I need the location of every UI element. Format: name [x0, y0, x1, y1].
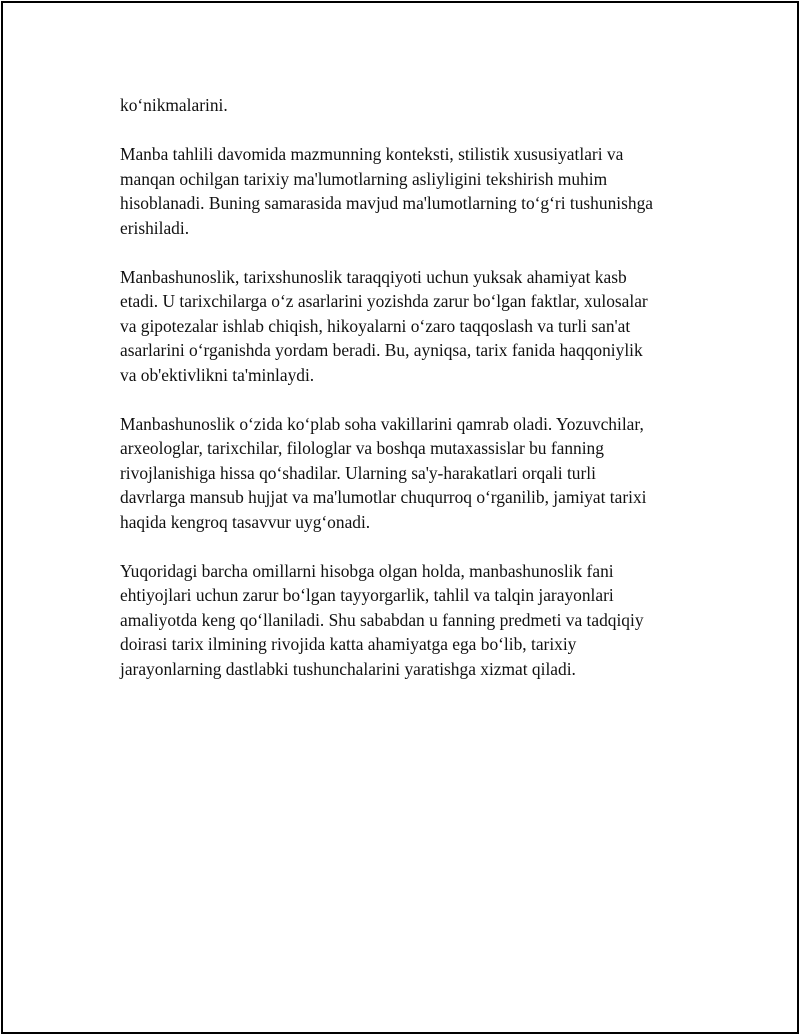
paragraph-5: Yuqoridagi barcha omillarni hisobga olgan holda, manbashunoslik fani ehtiyojlari uchun zarur bo‘lgan tayyorgarlik, tahlil va talqin jarayonlari amaliyotda keng qo‘llaniladi. Shu sababdan u fanning predmeti va tadqiqiy doirasi tarix ilmining rivojida katta ahamiyatga ega bo‘lib, tarixiy jarayonlarning dastlabki tushunchalarini yaratishga xizmat qiladi.: [120, 560, 644, 679]
paragraph-2: Manba tahlili davomida mazmunning konteksti, stilistik xususiyatlari va manqan ochilgan tarixiy ma'lumotlarning asliyligini tekshirish muhim hisoblanadi. Buning samarasida mavjud ma'lumotlarning to‘g‘ri tushunishga erishiladi.: [120, 144, 653, 238]
paragraph-1: ko‘nikmalarini.: [120, 95, 228, 115]
document-page: [1, 1, 799, 1034]
paragraph-4: Manbashunoslik o‘zida ko‘plab soha vakillarini qamrab oladi. Yozuvchilar, arxeologlar, tarixchilar, filologlar va boshqa mutaxassislar bu fanning rivojlanishiga hissa qo‘shadilar. Ularning sa'y-harakatlari orqali turli davrlarga mansub hujjat va ma'lumotlar chuqurroq o‘rganilib, jamiyat tarixi haqida kengroq tasavvur uyg‘onadi.: [120, 413, 647, 532]
body-text: [120, 93, 700, 681]
paragraph-3: Manbashunoslik, tarixshunoslik taraqqiyoti uchun yuksak ahamiyat kasb etadi. U tarixchilarga o‘z asarlarini yozishda zarur bo‘lgan faktlar, xulosalar va gipotezalar ishlab chiqish, hikoyalarni o‘zaro taqqoslash va turli san'at asarlarini o‘rganishda yordam beradi. Bu, ayniqsa, tarix fanida haqqoniylik va ob'ektivlikni ta'minlaydi.: [120, 266, 648, 385]
